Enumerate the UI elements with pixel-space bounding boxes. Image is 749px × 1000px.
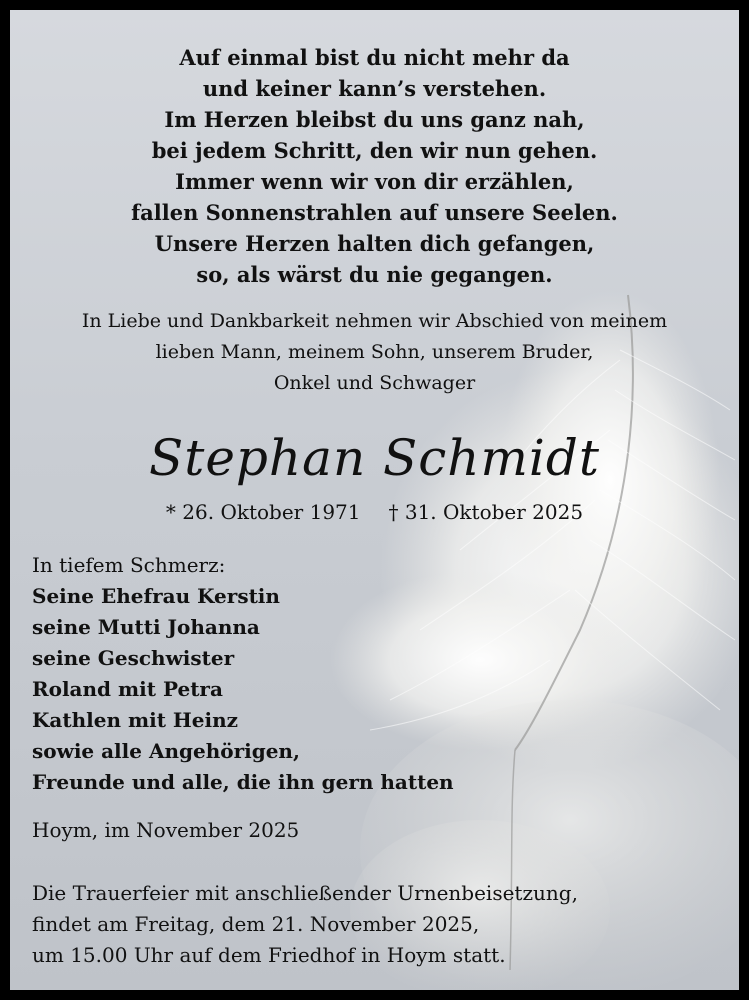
intro-line: Onkel und Schwager [273,372,476,394]
funeral-service-info [32,878,732,971]
place-date: Hoym, im November 2025 [32,818,300,842]
life-dates [10,497,739,527]
death-date: † 31. Oktober 2025 [388,500,584,524]
poem-line: Unsere Herzen halten dich gefangen, [154,231,595,256]
mourner-line: Kathlen mit Heinz [32,708,239,732]
mourner-line: Freunde und alle, die ihn gern hatten [32,770,454,794]
poem [10,42,739,290]
mourner-line: Seine Ehefrau Kerstin [32,584,280,608]
mourners-heading: In tiefem Schmerz: [32,553,226,577]
obituary-card [10,10,739,990]
mourners-list [32,550,732,798]
intro-line: lieben Mann, meinem Sohn, unserem Bruder, [155,341,594,363]
service-line: findet am Freitag, dem 21. November 2025, [32,912,480,936]
service-line: Die Trauerfeier mit anschließender Urnenbeisetzung, [32,881,578,905]
mourner-line: seine Mutti Johanna [32,615,260,639]
poem-line: und keiner kann’s verstehen. [202,76,547,101]
poem-line: fallen Sonnenstrahlen auf unsere Seelen. [131,200,618,225]
poem-line: Im Herzen bleibst du uns ganz nah, [164,107,585,132]
intro-line: In Liebe und Dankbarkeit nehmen wir Abschied von meinem [81,310,668,332]
mourner-line: Roland mit Petra [32,677,223,701]
deceased-name: Stephan Schmidt [148,429,600,487]
birth-date: * 26. Oktober 1971 [165,500,361,524]
service-line: um 15.00 Uhr auf dem Friedhof in Hoym statt. [32,943,506,967]
mourner-line: sowie alle Angehörigen, [32,739,300,763]
poem-line: Auf einmal bist du nicht mehr da [179,45,570,70]
farewell-intro [10,306,739,399]
poem-line: Immer wenn wir von dir erzählen, [175,169,574,194]
poem-line: bei jedem Schritt, den wir nun gehen. [151,138,598,163]
mourner-line: seine Geschwister [32,646,235,670]
poem-line: so, als wärst du nie gegangen. [196,262,553,287]
